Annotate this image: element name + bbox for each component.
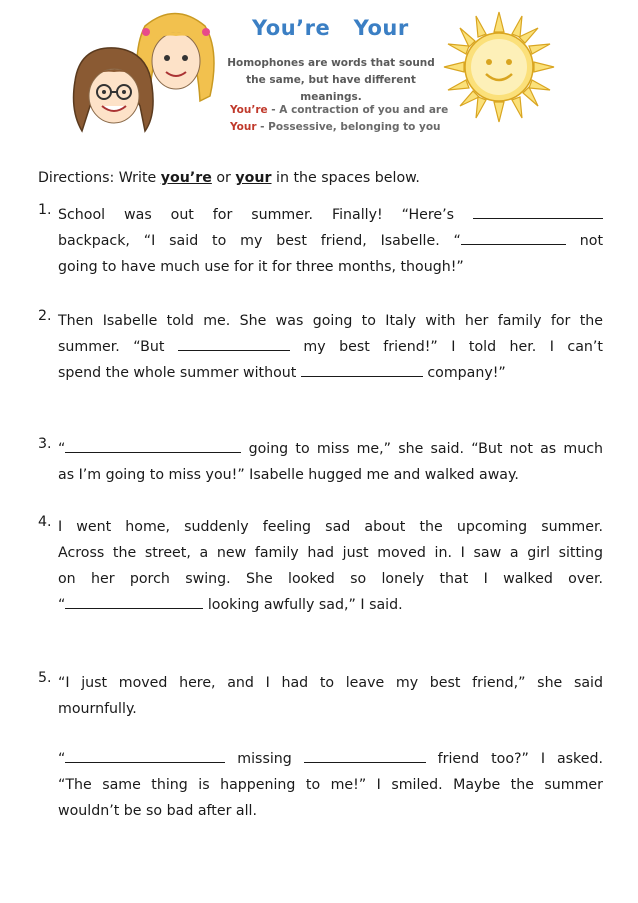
worksheet-header — [0, 0, 638, 150]
answer-blank[interactable] — [178, 336, 290, 351]
answer-blank[interactable] — [65, 594, 203, 609]
sun-illustration — [440, 8, 558, 126]
question-item-2: 2. Then Isabelle told me. She was going to Italy with her family for the summer. “But my best friend!” I told her. I can’t spend the whole summer without company!” — [38, 308, 603, 381]
answer-blank[interactable] — [304, 748, 426, 763]
question-item-3: 3. “ going to miss me,” she said. “But not as much as I’m going to miss you!” Isabelle hugged me and walked away. — [38, 436, 603, 483]
question-item-4: 4. I went home, suddenly feeling sad about the upcoming summer. Across the street, a new family had just moved in. I saw a girl sitting on her porch swing. She looked so lonely that I walked over. “ looking awfully sad,” I said. — [38, 514, 603, 613]
answer-blank[interactable] — [473, 204, 603, 219]
answer-blank[interactable] — [65, 748, 225, 763]
two-girls-illustration — [70, 6, 230, 136]
answer-blank[interactable] — [65, 438, 241, 453]
question-item-5: 5. “I just moved here, and I had to leave my best friend,” she said mournfully. “ missing friend too?” I asked. “The same thing is happening to me!” I smiled. Maybe the summer wouldn’t be so bad after all. — [38, 670, 603, 819]
term-definitions — [230, 102, 448, 136]
homophones-definition: Homophones are words that sound the same, but have different meanings. — [227, 57, 435, 103]
definition-your: Your - Possessive, belonging to you — [230, 121, 441, 133]
directions: Directions: Write you’re or your in the spaces below. — [38, 170, 420, 186]
definition-youre: You’re - A contraction of you and are — [230, 104, 449, 116]
answer-blank[interactable] — [461, 230, 566, 245]
answer-blank[interactable] — [301, 362, 423, 377]
question-item-1: 1. School was out for summer. Finally! “Here’s backpack, “I said to my best friend, Isabelle. “ not going to have much use for it for three months, though!” — [38, 202, 604, 275]
worksheet-title: You’re Your — [252, 16, 409, 40]
